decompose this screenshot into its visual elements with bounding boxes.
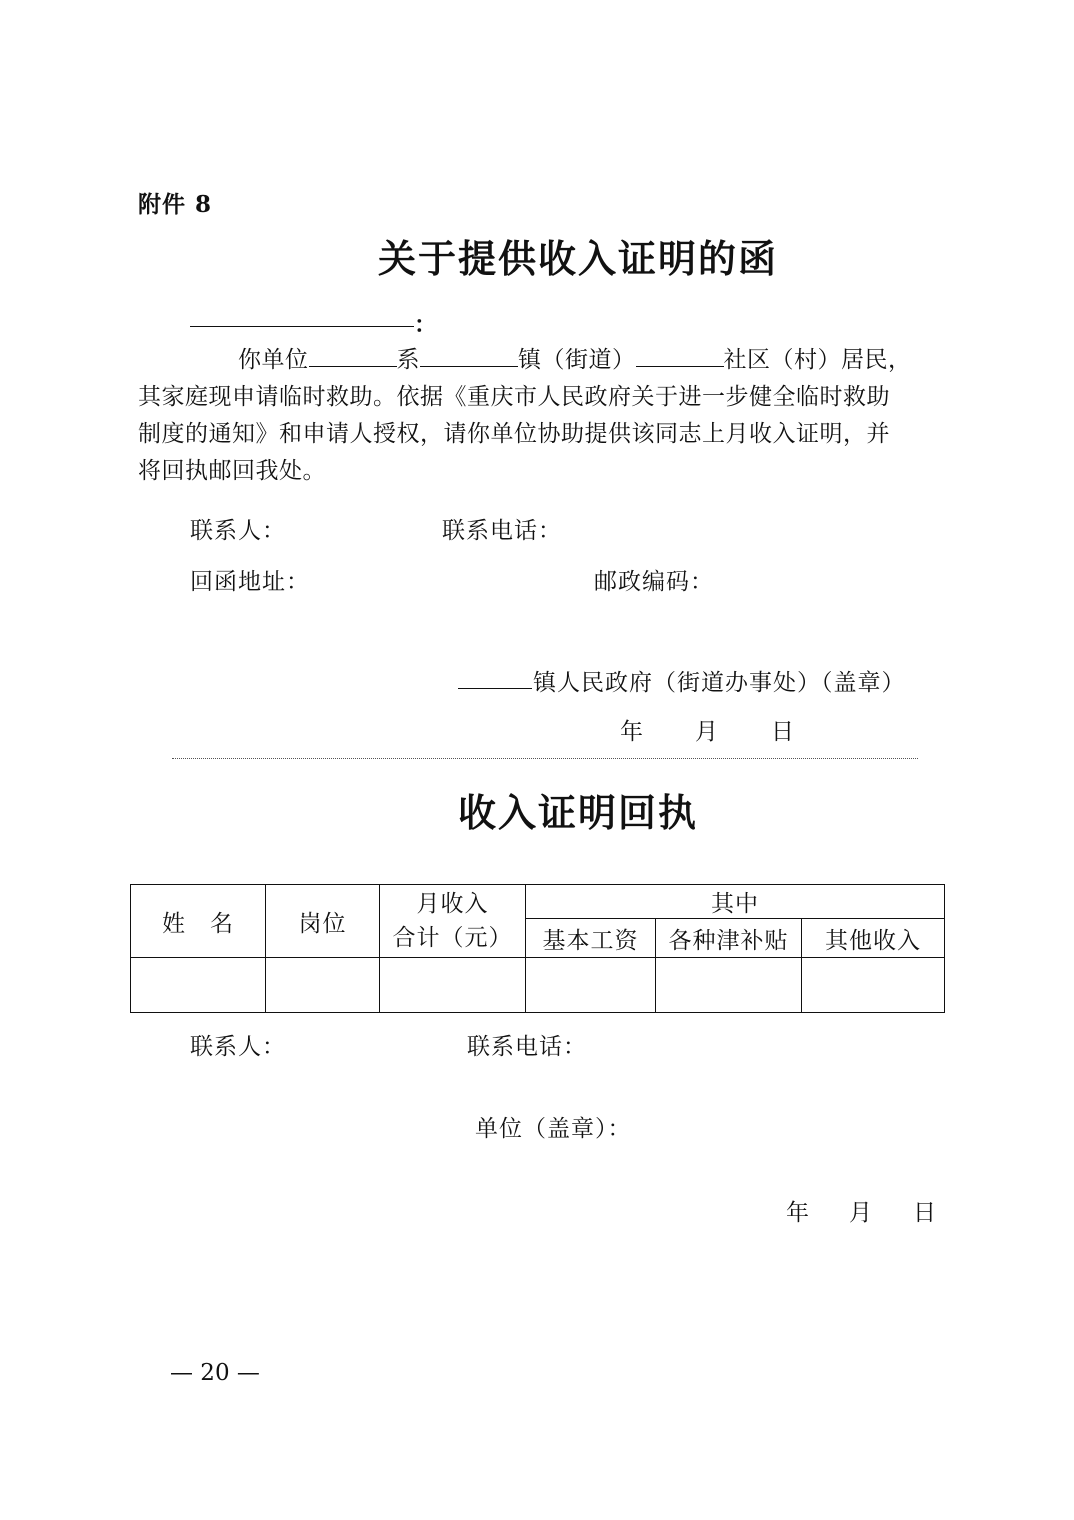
letter-contact-label: 联系人： xyxy=(190,518,286,544)
cell-basic-salary[interactable] xyxy=(526,958,656,1013)
body-text: 社区（村）居民， xyxy=(723,347,912,373)
town-blank xyxy=(420,340,518,367)
receipt-phone-label: 联系电话： xyxy=(467,1034,587,1060)
letter-body-line-3: 制度的通知》和申请人授权，请你单位协助提供该同志上月收入证明，并 xyxy=(138,421,890,447)
cell-position[interactable] xyxy=(266,958,380,1013)
salutation-blank xyxy=(190,326,414,327)
receipt-title: 收入证明回执 xyxy=(458,790,699,835)
letter-body-line-2: 其家庭现申请临时救助。依据《重庆市人民政府关于进一步健全临时救助 xyxy=(138,384,890,410)
cut-line xyxy=(172,758,918,759)
letter-date-month: 月 xyxy=(695,719,719,745)
cell-name[interactable] xyxy=(131,958,266,1013)
body-text: 镇（街道） xyxy=(518,347,636,373)
receipt-date-year: 年 xyxy=(786,1200,810,1226)
letter-body-line-4: 将回执邮回我处。 xyxy=(138,458,326,484)
body-text: 系 xyxy=(396,347,420,373)
letter-title: 关于提供收入证明的函 xyxy=(378,236,779,281)
letter-body xyxy=(138,340,938,490)
letter-date-year: 年 xyxy=(620,719,644,745)
header-name: 姓 名 xyxy=(131,885,266,958)
letter-date-day: 日 xyxy=(771,719,795,745)
receipt-unit-seal-label: 单位（盖章）： xyxy=(475,1116,632,1142)
header-allowances: 各种津补贴 xyxy=(656,919,802,958)
header-monthly-income-line1: 月收入 xyxy=(416,891,489,917)
body-text: 你单位 xyxy=(238,347,309,373)
table-row xyxy=(131,958,945,1013)
issuer-blank xyxy=(458,688,532,689)
header-monthly-income xyxy=(380,885,526,958)
cell-allowances[interactable] xyxy=(656,958,802,1013)
header-monthly-income-line2: 合计（元） xyxy=(392,925,513,951)
header-other-income: 其他收入 xyxy=(802,919,945,958)
receipt-date-day: 日 xyxy=(913,1200,937,1226)
header-of-which: 其中 xyxy=(526,885,945,919)
attachment-label: 附件 8 xyxy=(138,191,213,218)
letter-body-line-1 xyxy=(138,340,938,379)
cell-other-income[interactable] xyxy=(802,958,945,1013)
receipt-date-month: 月 xyxy=(849,1200,873,1226)
letter-phone-label: 联系电话： xyxy=(442,518,562,544)
income-table xyxy=(130,884,945,1013)
receipt-contact-label: 联系人： xyxy=(190,1034,286,1060)
salutation-colon: ： xyxy=(414,311,438,338)
letter-address-label: 回函地址： xyxy=(190,569,310,595)
cell-monthly-income[interactable] xyxy=(380,958,526,1013)
header-basic-salary: 基本工资 xyxy=(526,919,656,958)
community-blank xyxy=(636,340,724,367)
header-position: 岗位 xyxy=(266,885,380,958)
letter-postcode-label: 邮政编码： xyxy=(594,569,714,595)
unit-blank xyxy=(309,340,397,367)
page-number: — 20 — xyxy=(170,1360,260,1386)
issuer-label: 镇人民政府（街道办事处）（盖章） xyxy=(533,670,906,696)
